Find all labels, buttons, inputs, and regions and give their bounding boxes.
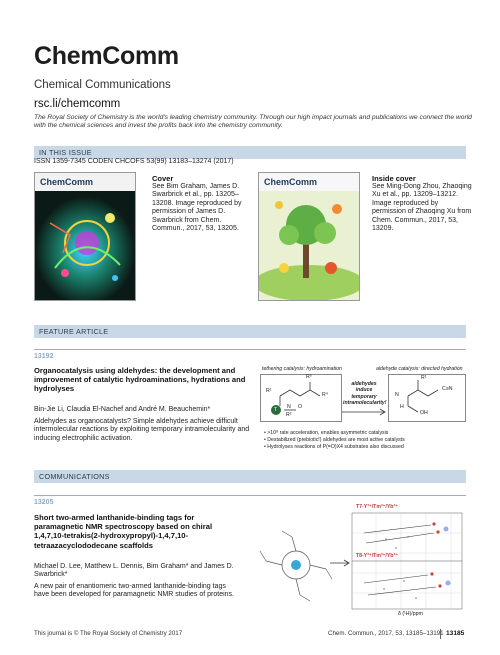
scheme-bullets <box>264 430 405 452</box>
scheme-atom-r1b: R¹ <box>421 375 427 381</box>
inside-cover-mini-brand: ChemComm <box>264 177 318 187</box>
scheme-right-label: aldehyde catalysis: directed hydration <box>376 366 463 372</box>
cover-caption: See Bim Graham, James D. Swarbrick et al., pp. 13205–13208. Image reproduced by permission of James D. Swarbrick from Chem. Commun., 2017, 53, 13205. <box>152 183 242 233</box>
feature-title[interactable]: Organocatalysis using aldehydes: the development and improvement of catalytic hydroaminations, hydrations and hydrolyses <box>34 366 246 394</box>
issn-line: ISSN 1359-7345 CODEN CHCOFS 53(99) 13183–13274 (2017) <box>34 158 234 165</box>
feature-scheme <box>258 364 468 460</box>
communication-abstract: A new pair of enantiomeric two-armed lanthanide-binding tags have been developed for paramagnetic NMR studies of proteins. <box>34 583 235 599</box>
footer-page-number: 13185 <box>446 630 465 637</box>
communication-figure <box>256 503 468 620</box>
scheme-atom-t: T <box>274 407 278 413</box>
communication-title[interactable]: Short two-armed lanthanide-binding tags for paramagnetic NMR spectroscopy based on chiral 1,4,7,10-tetrakis(2-hydroxypropyl)-1,4,7,10-tetraazacyclododecane scaffolds <box>34 513 213 550</box>
scheme-atom-oh: OH <box>420 410 428 416</box>
scheme-center-text: aldehydes induce temporary intramolecularity! <box>343 381 387 407</box>
in-this-issue-bar: IN THIS ISSUE <box>34 146 466 159</box>
figure-label-bottom: T8-Y³⁺/Tm³⁺/Yb³⁺ <box>356 553 398 559</box>
scheme-atom-r1: R¹ <box>266 388 272 394</box>
scheme-atom-o: O <box>298 404 303 410</box>
figure-xlabel: δ (¹H)/ppm <box>398 611 423 617</box>
scheme-atom-n2: N <box>395 392 399 398</box>
mission-statement: The Royal Society of Chemistry is the world's leading chemistry community. Through our high impact journals and publications we connect the world with the chemical sciences and invest the profits back into the chemistry community. <box>34 114 472 130</box>
feature-rule <box>34 349 466 350</box>
cover-art <box>35 173 135 300</box>
scheme-bullet: • >10⁸ rate acceleration, enables asymmetric catalysis <box>264 430 389 436</box>
scheme-bullet: • Hydrolyses reactions of P(=O)X4 substrates also discussed <box>264 444 404 451</box>
feature-article-bar: FEATURE ARTICLE <box>34 325 466 338</box>
cover-image[interactable] <box>34 172 136 301</box>
scheme-atom-r4: R⁴ <box>322 392 328 398</box>
scheme-atom-r2: R² <box>286 412 292 418</box>
inside-cover-art <box>259 173 359 300</box>
inside-cover-caption: See Ming-Dong Zhou, Zhaoqing Xu et al., pp. 13209–13212. Image reproduced by permission of Zhaoqing Xu from Chem. Commun., 2017, 53, 13209. <box>372 183 472 233</box>
footer-separator <box>440 629 441 639</box>
scheme-atom-h: H <box>400 404 404 410</box>
scheme-atom-n: N <box>287 404 291 410</box>
cover-mini-brand: ChemComm <box>40 177 94 187</box>
figure-label-top: T7-Y³⁺/Tm³⁺/Yb³⁺ <box>356 504 398 510</box>
communications-bar: COMMUNICATIONS <box>34 470 466 483</box>
figure-graphics <box>256 503 468 620</box>
scheme-atom-cn: C≡N <box>442 386 453 392</box>
journal-subtitle: Chemical Communications <box>34 79 171 91</box>
feature-authors: Bin-Jie Li, Claudia El-Nachef and André M. Beauchemin* <box>34 406 211 413</box>
journal-title: ChemComm <box>34 42 179 70</box>
feature-page-number: 13192 <box>34 353 54 360</box>
inside-cover-image[interactable] <box>258 172 360 301</box>
communication-page-number: 13205 <box>34 499 54 506</box>
footer-copyright: This journal is © The Royal Society of Chemistry 2017 <box>34 630 183 637</box>
inside-cover-title: Inside cover <box>372 174 416 183</box>
scheme-bullet: • Destabilized (prebiotic!) aldehydes are most active catalysts <box>264 437 405 444</box>
journal-url[interactable]: rsc.li/chemcomm <box>34 98 121 110</box>
scheme-left-label: tethering catalysis: hydroamination <box>262 366 342 372</box>
communication-authors: Michael D. Lee, Matthew L. Dennis, Bim Graham* and James D. Swarbrick* <box>34 563 234 579</box>
feature-abstract: Aldehydes as organocatalysts? Simple aldehydes achieve difficult intermolecular reactions by exploiting temporary intramolecularity and inducing electrophilic activation. <box>34 418 250 442</box>
cover-title: Cover <box>152 174 174 183</box>
scheme-atom-r3: R³ <box>306 374 312 380</box>
communications-rule <box>34 495 466 496</box>
footer-citation: Chem. Commun., 2017, 53, 13185–13191 <box>328 630 444 637</box>
